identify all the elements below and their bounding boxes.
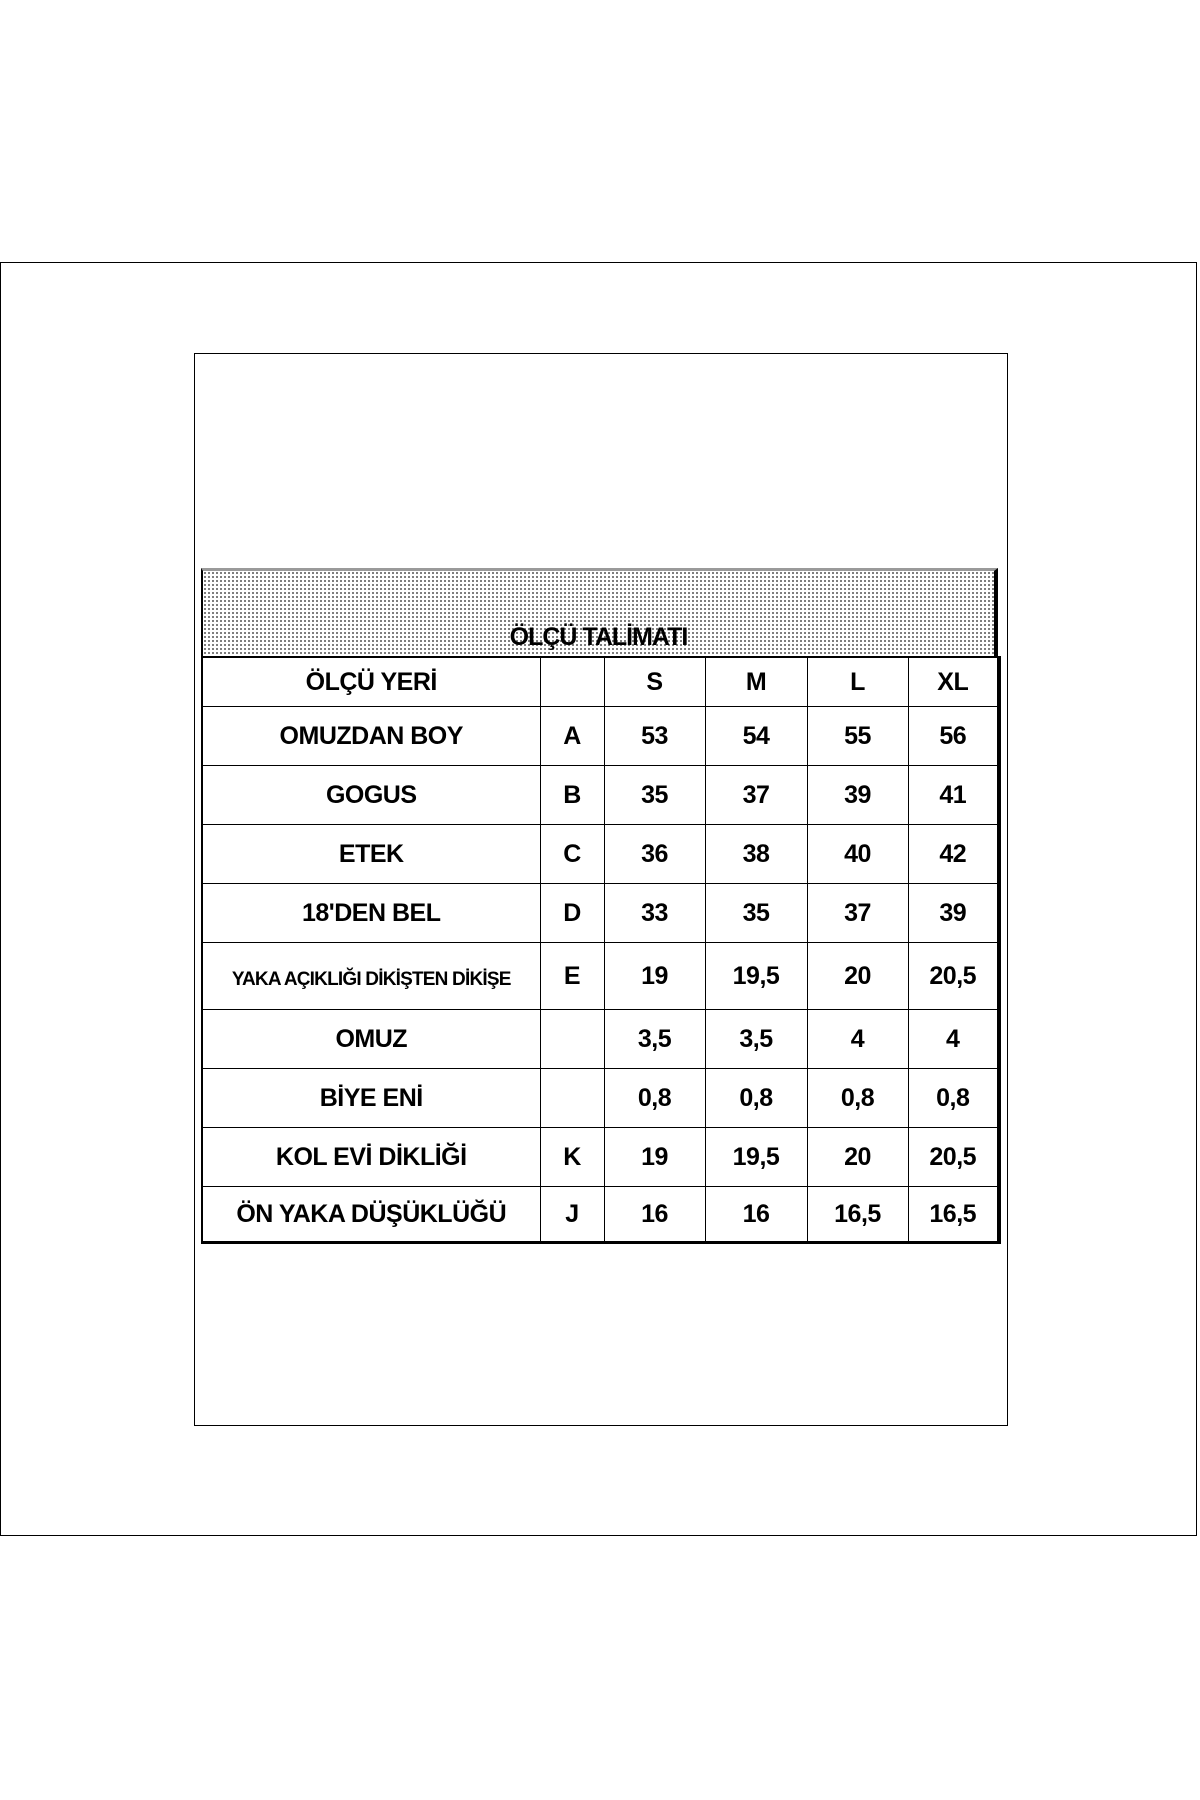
value-m: 37 <box>705 766 807 825</box>
row-label: GOGUS <box>202 766 540 825</box>
value-l: 20 <box>807 1128 908 1187</box>
row-code: B <box>540 766 604 825</box>
title-band <box>201 568 998 656</box>
header-size-s: S <box>604 657 705 707</box>
row-code: D <box>540 884 604 943</box>
row-label: BİYE ENİ <box>202 1069 540 1128</box>
value-s: 19 <box>604 1128 705 1187</box>
value-xl: 56 <box>908 707 999 766</box>
header-code-cell <box>540 657 604 707</box>
value-m: 19,5 <box>705 943 807 1010</box>
header-size-l: L <box>807 657 908 707</box>
value-xl: 4 <box>908 1010 999 1069</box>
table-row <box>202 1128 999 1187</box>
table-row <box>202 1010 999 1069</box>
table-row <box>202 825 999 884</box>
row-code: C <box>540 825 604 884</box>
row-code: A <box>540 707 604 766</box>
header-size-m: M <box>705 657 807 707</box>
row-label: YAKA AÇIKLIĞI DİKİŞTEN DİKİŞE <box>202 943 540 1010</box>
value-s: 33 <box>604 884 705 943</box>
size-table <box>201 656 1001 1244</box>
value-xl: 20,5 <box>908 943 999 1010</box>
value-s: 36 <box>604 825 705 884</box>
value-s: 0,8 <box>604 1069 705 1128</box>
table-row <box>202 707 999 766</box>
header-label-cell: ÖLÇÜ YERİ <box>202 657 540 707</box>
value-m: 19,5 <box>705 1128 807 1187</box>
value-l: 37 <box>807 884 908 943</box>
value-l: 4 <box>807 1010 908 1069</box>
value-m: 16 <box>705 1187 807 1243</box>
row-label: ETEK <box>202 825 540 884</box>
value-xl: 39 <box>908 884 999 943</box>
value-xl: 16,5 <box>908 1187 999 1243</box>
value-l: 16,5 <box>807 1187 908 1243</box>
value-l: 20 <box>807 943 908 1010</box>
row-code <box>540 1010 604 1069</box>
value-l: 0,8 <box>807 1069 908 1128</box>
value-l: 55 <box>807 707 908 766</box>
value-l: 39 <box>807 766 908 825</box>
table-row <box>202 766 999 825</box>
value-m: 3,5 <box>705 1010 807 1069</box>
value-xl: 20,5 <box>908 1128 999 1187</box>
value-m: 38 <box>705 825 807 884</box>
table-row <box>202 884 999 943</box>
row-code <box>540 1069 604 1128</box>
table-row <box>202 1069 999 1128</box>
value-m: 54 <box>705 707 807 766</box>
row-label: OMUZ <box>202 1010 540 1069</box>
value-s: 16 <box>604 1187 705 1243</box>
value-xl: 41 <box>908 766 999 825</box>
value-xl: 42 <box>908 825 999 884</box>
header-row <box>202 657 999 707</box>
value-xl: 0,8 <box>908 1069 999 1128</box>
row-label: OMUZDAN BOY <box>202 707 540 766</box>
value-m: 35 <box>705 884 807 943</box>
size-chart <box>201 568 998 1232</box>
value-l: 40 <box>807 825 908 884</box>
row-label: ÖN YAKA DÜŞÜKLÜĞÜ <box>202 1187 540 1243</box>
chart-title: ÖLÇÜ TALİMATI <box>509 623 688 651</box>
table-row <box>202 943 999 1010</box>
value-s: 35 <box>604 766 705 825</box>
header-size-xl: XL <box>908 657 999 707</box>
value-s: 3,5 <box>604 1010 705 1069</box>
row-label: 18'DEN BEL <box>202 884 540 943</box>
value-m: 0,8 <box>705 1069 807 1128</box>
value-s: 53 <box>604 707 705 766</box>
row-code: K <box>540 1128 604 1187</box>
row-code: J <box>540 1187 604 1243</box>
row-code: E <box>540 943 604 1010</box>
table-row <box>202 1187 999 1243</box>
row-label: KOL EVİ DİKLİĞİ <box>202 1128 540 1187</box>
value-s: 19 <box>604 943 705 1010</box>
